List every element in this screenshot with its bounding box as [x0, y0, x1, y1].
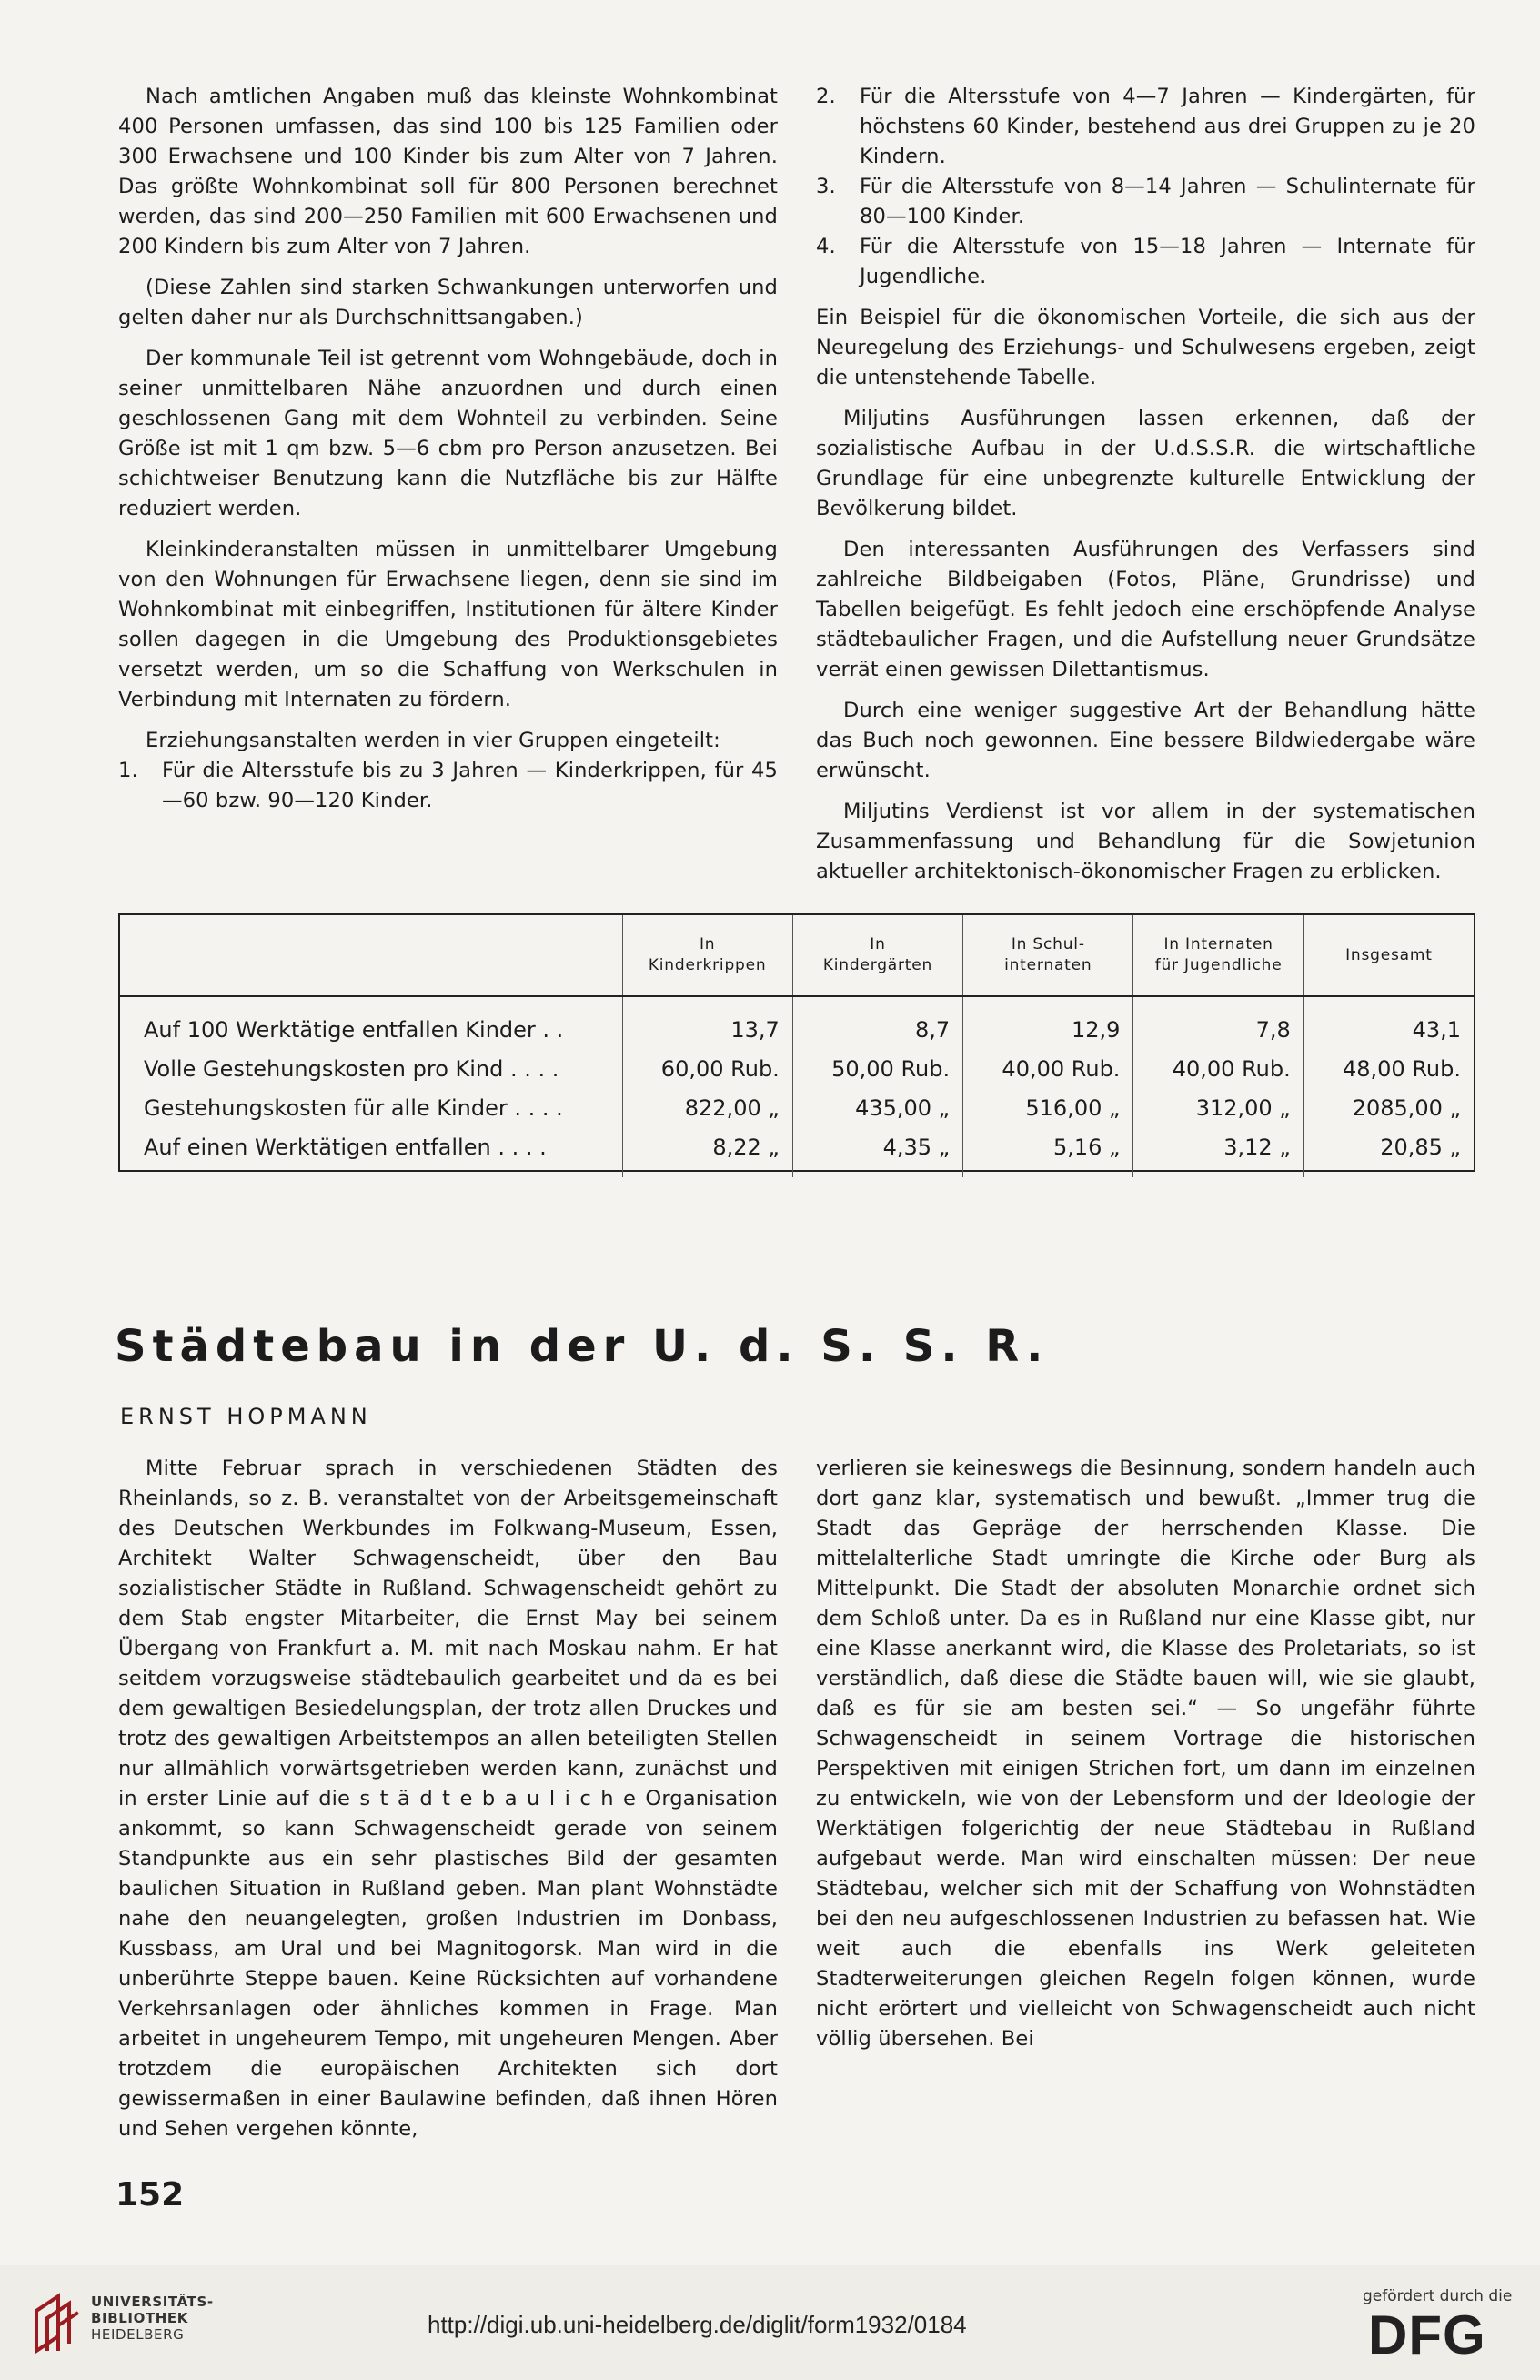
table-header-empty [120, 915, 622, 996]
table-row [120, 1127, 1474, 1177]
paragraph: Miljutins Verdienst ist vor allem in der systematischen Zusammenfassung und Behandlung für die Sowjetunion aktueller architektonisch-ökonomischer Fragen zu erblicken. [816, 800, 1475, 883]
article-left-column [118, 1454, 778, 2144]
table-cell: 4,35 „ [792, 1127, 962, 1177]
page-number: 152 [116, 2176, 185, 2214]
list-item [816, 82, 1475, 172]
paragraph: verlieren sie keineswegs die Besinnung, sondern handeln auch dort ganz klar, systematisch und bewußt. „Immer trug die Stadt das Gepräge der herrschenden Klasse. Die mittelalterliche Stadt umringte die Kirche oder Burg als Mittelpunkt. Die Stadt der absoluten Monarchie ordnet sich dem Schloß unter. Da es in Rußland nur eine Klasse gibt, nur eine Klasse anerkannt wird, die Klasse des Proletariats, so ist verständlich, daß diese die Städte bauen will, wie sie glaubt, daß es für sie am besten sei.“ — So ungefähr führte Schwagenscheidt in seinem Vortrage die historischen Perspektiven mit einigen Strichen fort, um dann im einzelnen zu entwickeln, wie von der Lebensform und der Ideologie der Werktätigen folgerichtig der neue Städtebau in Rußland aufgebaut werde. Man wird einschalten müssen: Der neue Städtebau, welcher sich mit der Schaffung von Wohnstädten bei den neu aufgeschlossenen Industrien zu befassen hat. Wie weit auch die ebenfalls ins Werk geleiteten Stadterweiterungen gleichen Regeln folgen können, wurde nicht erörtert und vielleicht von Schwagenscheidt auch nicht völlig übersehen. Bei [816, 1457, 1475, 2051]
top-left-column [118, 82, 778, 816]
table-cell: 20,85 „ [1303, 1127, 1474, 1177]
table-cell: 3,12 „ [1133, 1127, 1303, 1177]
row-label: Volle Gestehungskosten pro Kind . . . . [144, 1055, 559, 1082]
table-cell: 8,22 „ [622, 1127, 792, 1177]
library-line: HEIDELBERG [91, 2326, 185, 2343]
row-label: Auf einen Werktätigen entfallen . . . . [144, 1134, 547, 1160]
top-right-column [816, 82, 1475, 887]
article-title: Städtebau in der U. d. S. S. R. [115, 1321, 1050, 1372]
dfg-logo: DFG [1368, 2304, 1486, 2365]
list-text: Für die Altersstufe von 4—7 Jahren — Kindergärten, für höchstens 60 Kinder, bestehend aus drei Gruppen zu je 20 Kindern. [860, 85, 1475, 168]
table-row [120, 1088, 1474, 1127]
table-cell: 7,8 [1133, 996, 1303, 1049]
table-row [120, 996, 1474, 1049]
table-cell: 60,00 Rub. [622, 1049, 792, 1088]
library-logo-icon [31, 2291, 82, 2355]
table-header-row [120, 915, 1474, 996]
paragraph: Miljutins Ausführungen lassen erkennen, daß der sozialistische Aufbau in der U.d.S.S.R. die wirtschaftliche Grundlage für eine unbegrenzte kulturelle Entwicklung der Bevölkerung bildet. [816, 407, 1475, 520]
cost-table [118, 913, 1475, 1172]
list-number: 4. [816, 235, 836, 258]
list-item [816, 232, 1475, 292]
table-cell: 822,00 „ [622, 1088, 792, 1127]
list-number: 2. [816, 85, 836, 108]
list-number: 3. [816, 175, 836, 198]
library-name [91, 2294, 214, 2343]
table-cell: 12,9 [963, 996, 1133, 1049]
paragraph: Den interessanten Ausführungen des Verfassers sind zahlreiche Bildbeigaben (Fotos, Pläne, Grundrisse) und Tabellen beigefügt. Es fehlt jedoch eine erschöpfende Analyse städtebaulicher Fragen, und die Aufstellung neuer Grundsätze verrät einen gewissen Dilettantismus. [816, 538, 1475, 681]
row-label: Gestehungskosten für alle Kinder . . . . [144, 1094, 563, 1121]
table-cell: 516,00 „ [963, 1088, 1133, 1127]
permalink-url[interactable]: http://digi.ub.uni-heidelberg.de/diglit/form1932/0184 [428, 2311, 967, 2338]
table-header: In Kinderkrippen [622, 915, 792, 996]
table-row [120, 1049, 1474, 1088]
paragraph: Durch eine weniger suggestive Art der Behandlung hätte das Buch noch gewonnen. Eine bessere Bildwiedergabe wäre erwünscht. [816, 699, 1475, 782]
table-cell: 312,00 „ [1133, 1088, 1303, 1127]
paragraph: Mitte Februar sprach in verschiedenen Städten des Rheinlands, so z. B. veranstaltet von der Arbeitsgemeinschaft des Deutschen Werkbundes im Folkwang-Museum, Essen, Architekt Walter Schwagenscheidt, über den Bau sozialistischer Städte in Rußland. Schwagenscheidt gehört zu dem Stab engster Mitarbeiter, die Ernst May bei seinem Übergang von Frankfurt a. M. mit nach Moskau nahm. Er hat seitdem vorzugsweise städtebaulich gearbeitet und da es bei dem gewaltigen Besiedelungsplan, der trotz allen Druckes und trotz des gewaltigen Arbeitstempos an allen beteiligten Stellen nur allmählich vorwärtsgetrieben werden kann, zunächst und in erster Linie auf die s t ä d t e b a u l i c h e Organisation ankommt, so kann Schwagenscheidt gerade von seinem Standpunkte aus ein sehr plastisches Bild der gesamten baulichen Situation in Rußland geben. Man plant Wohnstädte nahe den neuangelegten, großen Industrien im Donbass, Kussbass, am Ural und bei Magnitogorsk. Man wird in die unberührte Steppe bauen. Keine Rücksichten auf vorhandene Verkehrsanlagen oder ähnliches kommen in Frage. Man arbeitet in ungeheurem Tempo, mit ungeheuren Mengen. Aber trotzdem die europäischen Architekten sich dort gewissermaßen in einer Baulawine befinden, daß ihnen Hören und Sehen vergehen könnte, [118, 1457, 778, 2141]
list-number: 1. [118, 759, 138, 782]
list-item [816, 172, 1475, 232]
table-cell: 48,00 Rub. [1303, 1049, 1474, 1088]
paragraph: Kleinkinderanstalten müssen in unmittelbarer Umgebung von den Wohnungen für Erwachsene liegen, denn sie sind im Wohnkombinat mit einbegriffen, Institutionen für ältere Kinder sollen dagegen in die Umgebung des Produktionsgebietes versetzt werden, um so die Schaffung von Werkschulen in Verbindung mit Internaten zu fördern. [118, 538, 778, 711]
table-header: In Schul- internaten [963, 915, 1133, 996]
list-text: Für die Altersstufe von 15—18 Jahren — Internate für Jugendliche. [860, 235, 1475, 288]
paragraph: Der kommunale Teil ist getrennt vom Wohngebäude, doch in seiner unmittelbaren Nähe anzuordnen und durch einen geschlossenen Gang mit dem Wohnteil zu verbinden. Seine Größe ist mit 1 qm bzw. 5—6 cbm pro Person anzusetzen. Bei schichtweiser Benutzung kann die Nutzfläche bis zur Hälfte reduziert werden. [118, 347, 778, 520]
table-cell: 435,00 „ [792, 1088, 962, 1127]
list-text: Für die Altersstufe von 8—14 Jahren — Schulinternate für 80—100 Kinder. [860, 175, 1475, 228]
list-text: Für die Altersstufe bis zu 3 Jahren — Kinderkrippen, für 45—60 bzw. 90—120 Kinder. [162, 759, 778, 812]
table-cell: 40,00 Rub. [963, 1049, 1133, 1088]
table-cell: 43,1 [1303, 996, 1474, 1049]
paragraph: (Diese Zahlen sind starken Schwankungen unterworfen und gelten daher nur als Durchschnittsangaben.) [118, 276, 778, 329]
table-cell: 50,00 Rub. [792, 1049, 962, 1088]
table-cell: 13,7 [622, 996, 792, 1049]
row-label: Auf 100 Werktätige entfallen Kinder . . [144, 1016, 564, 1043]
paragraph: Nach amtlichen Angaben muß das kleinste Wohnkombinat 400 Personen umfassen, das sind 100 bis 125 Familien oder 300 Erwachsene und 100 Kinder bis zum Alter von 7 Jahren. Das größte Wohnkombinat soll für 800 Personen berechnet werden, das sind 200—250 Familien mit 600 Erwachsenen und 200 Kindern bis zum Alter von 7 Jahren. [118, 85, 778, 258]
list-item [118, 756, 778, 816]
sponsor-note: gefördert durch die [1363, 2287, 1513, 2305]
table-header: Insgesamt [1303, 915, 1474, 996]
paragraph: Erziehungsanstalten werden in vier Gruppen eingeteilt: [146, 729, 720, 752]
table-header: In Internaten für Jugendliche [1133, 915, 1303, 996]
library-line: BIBLIOTHEK [91, 2310, 188, 2326]
table-cell: 2085,00 „ [1303, 1088, 1474, 1127]
table-cell: 5,16 „ [963, 1127, 1133, 1177]
table-cell: 40,00 Rub. [1133, 1049, 1303, 1088]
digitization-footer [0, 2265, 1540, 2380]
article-right-column [816, 1454, 1475, 2054]
table-header: In Kindergärten [792, 915, 962, 996]
article-author: ERNST HOPMANN [120, 1404, 372, 1429]
library-line: UNIVERSITÄTS- [91, 2294, 214, 2310]
table-cell: 8,7 [792, 996, 962, 1049]
paragraph: Ein Beispiel für die ökonomischen Vorteile, die sich aus der Neuregelung des Erziehungs- und Schulwesens ergeben, zeigt die untenstehende Tabelle. [816, 306, 1475, 389]
